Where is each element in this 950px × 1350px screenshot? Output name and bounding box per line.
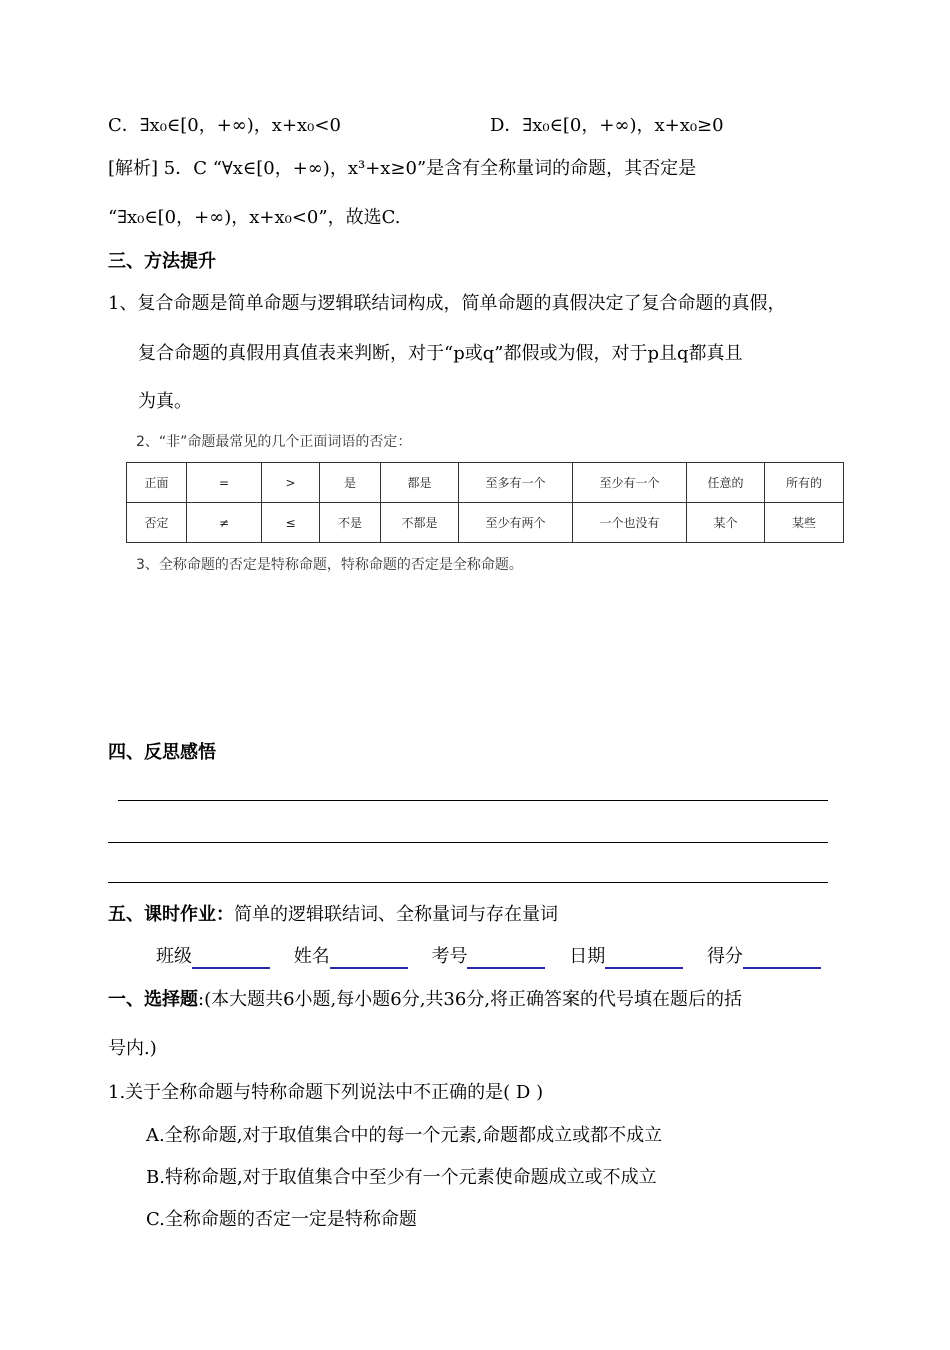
- homework-topic: 简单的逻辑联结词、全称量词与存在量词: [234, 904, 558, 925]
- student-info-fields: [156, 945, 821, 969]
- date-field-label: 日期: [569, 946, 606, 967]
- exam-number-field-blank[interactable]: [467, 947, 545, 969]
- part-1-instructions-line-1: :(本大题共6小题,每小题6分,共36分,将正确答案的代号填在题后的括: [198, 989, 743, 1010]
- name-field-label: 姓名: [293, 946, 330, 967]
- reflection-line-1[interactable]: [118, 800, 828, 801]
- table-cell: ≤: [262, 503, 320, 543]
- part-1-heading: 一、选择题: [108, 989, 198, 1010]
- exam-number-field-label: 考号: [431, 946, 468, 967]
- table-cell: 正面: [127, 463, 187, 503]
- part-1-instructions-line-2: 号内.): [108, 1038, 157, 1059]
- question-1-option-b: B.特称命题,对于取值集合中至少有一个元素使命题成立或不成立: [146, 1167, 657, 1188]
- section-3-heading: 三、方法提升: [108, 251, 216, 272]
- part-1-instructions: [108, 988, 742, 1012]
- table-cell: 一个也没有: [573, 503, 687, 543]
- table-cell: 至少有两个: [459, 503, 573, 543]
- method-point-1-line-1: 1、复合命题是简单命题与逻辑联结词构成，简单命题的真假决定了复合命题的真假，: [108, 293, 786, 314]
- table-cell: 所有的: [765, 463, 844, 503]
- analysis-line-1: [解析] 5．C “∀x∈[0，+∞)，x³+x≥0”是含有全称量词的命题，其否定是: [108, 158, 697, 179]
- score-field-label: 得分: [706, 946, 743, 967]
- table-cell: 至多有一个: [459, 463, 573, 503]
- question-1-option-a: A.全称命题,对于取值集合中的每一个元素,命题都成立或都不成立: [146, 1125, 663, 1146]
- table-cell: 否定: [127, 503, 187, 543]
- class-field-label: 班级: [156, 946, 192, 967]
- table-cell: 不是: [320, 503, 381, 543]
- table-cell: >: [262, 463, 320, 503]
- table-cell: 任意的: [687, 463, 765, 503]
- question-1-stem: 1.关于全称命题与特称命题下列说法中不正确的是( D ): [108, 1082, 544, 1103]
- option-c: C．∃x₀∈[0，+∞)，x+x₀<0: [108, 115, 341, 136]
- negation-table: [126, 462, 844, 543]
- table-cell: 不都是: [381, 503, 459, 543]
- table-cell: 都是: [381, 463, 459, 503]
- table-cell: 至少有一个: [573, 463, 687, 503]
- homework-title: [108, 903, 558, 927]
- reflection-line-3[interactable]: [108, 882, 828, 883]
- method-point-1-line-3: 为真。: [138, 391, 192, 412]
- question-1-option-c: C.全称命题的否定一定是特称命题: [146, 1209, 417, 1230]
- table-cell: 某个: [687, 503, 765, 543]
- name-field-blank[interactable]: [330, 947, 408, 969]
- section-5-heading: 五、课时作业：: [108, 904, 234, 925]
- table-row-negation: [127, 503, 844, 543]
- method-point-1-line-2: 复合命题的真假用真值表来判断，对于“p或q”都假或为假，对于p且q都真且: [138, 343, 743, 364]
- table-cell: ≠: [187, 503, 262, 543]
- section-4-heading: 四、反思感悟: [108, 742, 216, 763]
- table-cell: 某些: [765, 503, 844, 543]
- option-d: D．∃x₀∈[0，+∞)，x+x₀≥0: [490, 115, 724, 136]
- method-point-3: 3、全称命题的否定是特称命题，特称命题的否定是全称命题。: [136, 557, 523, 573]
- table-cell: 是: [320, 463, 381, 503]
- method-point-2: 2、“非”命题最常见的几个正面词语的否定：: [136, 434, 412, 450]
- table-row-positive: [127, 463, 844, 503]
- analysis-line-2: “∃x₀∈[0，+∞)，x+x₀<0”，故选C.: [108, 207, 401, 228]
- table-cell: =: [187, 463, 262, 503]
- class-field-blank[interactable]: [192, 947, 270, 969]
- reflection-line-2[interactable]: [108, 842, 828, 843]
- score-field-blank[interactable]: [743, 947, 821, 969]
- date-field-blank[interactable]: [605, 947, 683, 969]
